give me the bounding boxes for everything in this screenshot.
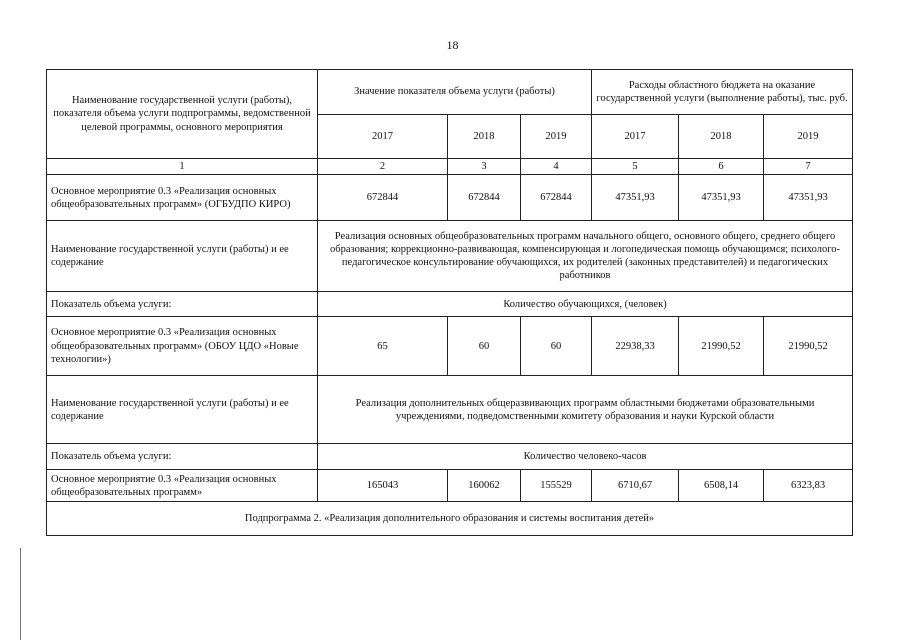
header-budget-cell: Расходы областного бюджета на оказание государственной услуги (выполнение работы), тыс. руб. (592, 70, 853, 115)
value-cell: 672844 (448, 175, 521, 221)
row-label: Показатель объема услуги: (47, 444, 318, 470)
row-label: Показатель объема услуги: (47, 292, 318, 317)
column-number: 3 (448, 159, 521, 175)
value-cell: 160062 (448, 470, 521, 502)
column-number: 7 (764, 159, 853, 175)
column-number-row (47, 159, 853, 175)
value-cell: 47351,93 (679, 175, 764, 221)
volume-indicator-row (47, 444, 853, 470)
year-cell: 2018 (679, 115, 764, 159)
value-cell: 21990,52 (679, 317, 764, 376)
value-cell: 6508,14 (679, 470, 764, 502)
table-row (47, 470, 853, 502)
page-number: 18 (446, 38, 459, 52)
column-number: 4 (521, 159, 592, 175)
page-edge-line (20, 548, 21, 640)
value-cell: 672844 (521, 175, 592, 221)
subprogram-row (47, 502, 853, 536)
header-name-cell: Наименование государственной услуги (работы), показателя объема услуги подпрограммы, ведомственной целевой программы, основного мероприятия (47, 70, 318, 159)
volume-indicator: Количество человеко-часов (318, 444, 853, 470)
value-cell: 165043 (318, 470, 448, 502)
row-label: Наименование государственной услуги (работы) и ее содержание (47, 221, 318, 292)
row-label: Основное мероприятие 0.3 «Реализация основных общеобразовательных программ» (47, 470, 318, 502)
year-cell: 2017 (318, 115, 448, 159)
year-cell: 2018 (448, 115, 521, 159)
service-description: Реализация дополнительных общеразвивающих программ областными бюджетами образовательными учреждениями, подведомственными комитету образования и науки Курской области (318, 376, 853, 444)
value-cell: 672844 (318, 175, 448, 221)
value-cell: 22938,33 (592, 317, 679, 376)
column-number: 1 (47, 159, 318, 175)
service-description-row (47, 221, 853, 292)
subprogram-title: Подпрограмма 2. «Реализация дополнительного образования и системы воспитания детей» (47, 502, 853, 536)
value-cell: 47351,93 (592, 175, 679, 221)
column-number: 6 (679, 159, 764, 175)
volume-indicator-row (47, 292, 853, 317)
value-cell: 47351,93 (764, 175, 853, 221)
header-row-top (47, 70, 853, 115)
year-cell: 2017 (592, 115, 679, 159)
value-cell: 21990,52 (764, 317, 853, 376)
value-cell: 155529 (521, 470, 592, 502)
value-cell: 60 (448, 317, 521, 376)
year-cell: 2019 (764, 115, 853, 159)
value-cell: 65 (318, 317, 448, 376)
service-description-row (47, 376, 853, 444)
table-row (47, 175, 853, 221)
column-number: 5 (592, 159, 679, 175)
year-cell: 2019 (521, 115, 592, 159)
table-row (47, 317, 853, 376)
value-cell: 6710,67 (592, 470, 679, 502)
value-cell: 6323,83 (764, 470, 853, 502)
value-cell: 60 (521, 317, 592, 376)
row-label: Основное мероприятие 0.3 «Реализация основных общеобразовательных программ» (ОБОУ ЦДО «Новые технологии») (47, 317, 318, 376)
row-label: Основное мероприятие 0.3 «Реализация основных общеобразовательных программ» (ОГБУДПО КИРО) (47, 175, 318, 221)
header-volume-cell: Значение показателя объема услуги (работы) (318, 70, 592, 115)
budget-table (46, 69, 853, 536)
service-description: Реализация основных общеобразовательных программ начального общего, основного общего, среднего общего образования; коррекционно-развивающая, компенсирующая и логопедическая помощь обучающимся; психолого-педагогическое консультирование обучающихся, их родителей (законных представителей) и педагогических работников (318, 221, 853, 292)
row-label: Наименование государственной услуги (работы) и ее содержание (47, 376, 318, 444)
volume-indicator: Количество обучающихся, (человек) (318, 292, 853, 317)
column-number: 2 (318, 159, 448, 175)
